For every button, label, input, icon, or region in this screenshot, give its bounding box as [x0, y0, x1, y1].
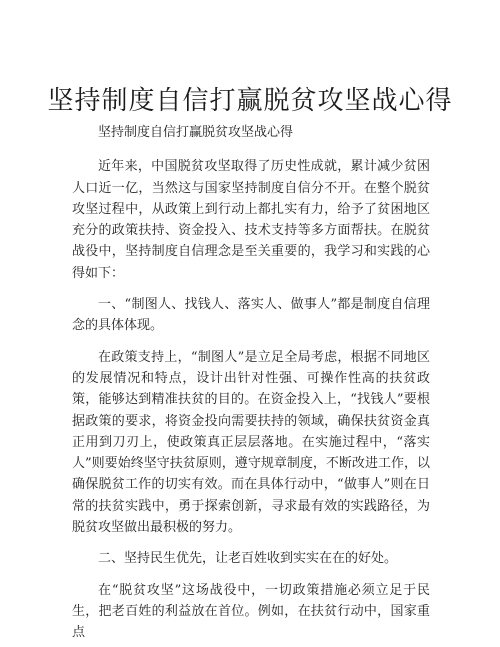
paragraph-intro: 近年来，中国脱贫攻坚取得了历史性成就，累计减少贫困人口近一亿，当然这与国家坚持制度自信分不开。在整个脱贫攻坚过程中，从政策上到行动上都扎实有力，给予了贫困地区充分的政策扶持、资金投入、技术支持等多方面帮扶。在脱贫战役中，坚持制度自信理念是至关重要的，我学习和实践的心得如下：	[72, 159, 430, 281]
document-body	[72, 122, 430, 647]
document-title: 坚持制度自信打赢脱贫攻坚战心得	[47, 86, 453, 116]
section-heading-1: 一、“制图人、找钱人、落实人、做事人”都是制度自信理念的具体体现。	[72, 297, 430, 334]
paragraph-section-1: 在政策支持上，“制图人”是立足全局考虑，根据不同地区的发展情况和特点，设计出针对性强、可操作性高的扶贫政策，能够达到精准扶贫的目的。在资金投入上，“找钱人”要根据政策的要求，将资金投向需要扶持的领域，确保扶贫资金真正用到刀刃上，使政策真正层层落地。在实施过程中，“落实人”则要始终坚守扶贫原则，遵守规章制度，不断改进工作，以确保脱贫工作的切实有效。而在具体行动中，“做事人”则在日常的扶贫实践中，勇于探索创新，寻求最有效的实践路径，为脱贫攻坚做出最积极的努力。	[72, 349, 430, 536]
paragraph-section-2: 在“脱贫攻坚”这场战役中，一切政策措施必须立足于民生，把老百姓的利益放在首位。例如，在扶贫行动中，国家重点	[72, 582, 430, 641]
document-subtitle: 坚持制度自信打赢脱贫攻坚战心得	[98, 125, 294, 140]
section-heading-2: 二、坚持民生优先，让老百姓收到实实在在的好处。	[98, 551, 398, 567]
